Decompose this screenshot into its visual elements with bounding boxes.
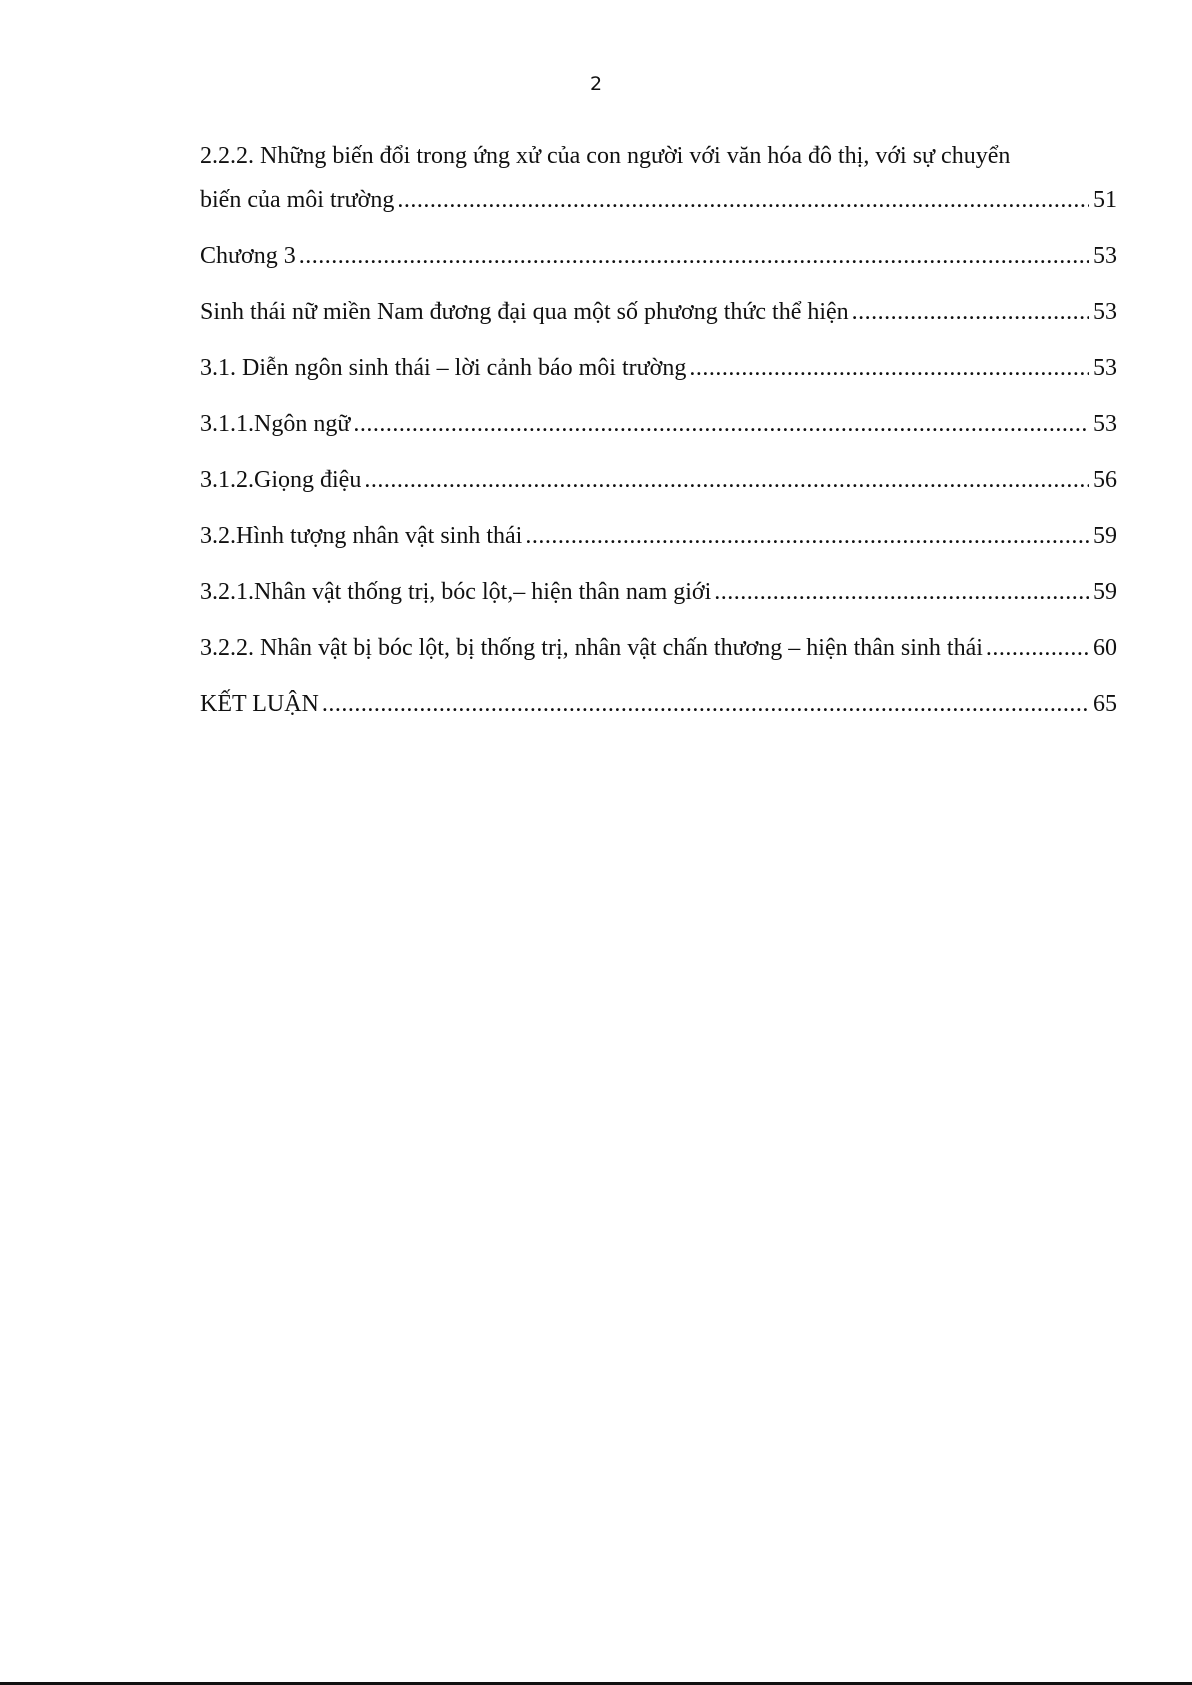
toc-page-number: 53 [1093,243,1117,269]
toc-page-number: 65 [1093,691,1117,717]
toc-entry-text: 3.1.1.Ngôn ngữ [200,411,351,437]
dot-leader [364,464,1089,496]
toc-page-number: 56 [1093,467,1117,493]
toc-entry-text: 3.2.2. Nhân vật bị bóc lột, bị thống trị, nhân vật chấn thương – hiện thân sinh thái [200,635,983,661]
page-number: 2 [589,73,603,95]
toc-page-number: 51 [1093,187,1117,213]
toc-entry-2-2-2[interactable] [200,140,1117,216]
toc-entry-3-2-1[interactable] [200,576,1117,608]
toc-page-number: 53 [1093,299,1117,325]
toc-entry-3-2[interactable] [200,520,1117,552]
toc-page-number: 53 [1093,411,1117,437]
toc-entry-3-1-1[interactable] [200,408,1117,440]
dot-leader [525,520,1089,552]
toc-entry-text: 3.2.1.Nhân vật thống trị, bóc lột,– hiện thân nam giới [200,579,712,605]
table-of-contents [200,140,1117,744]
toc-entry-3-1[interactable] [200,352,1117,384]
dot-leader [986,632,1089,664]
toc-entry-chapter-3-title[interactable] [200,296,1117,328]
dot-leader [714,576,1089,608]
dot-leader [353,408,1089,440]
toc-entry-chapter-3[interactable] [200,240,1117,272]
toc-entry-text: KẾT LUẬN [200,691,319,717]
toc-entry-text: 2.2.2. Những biến đổi trong ứng xử của con người với văn hóa đô thị, với sự chuyển [200,143,1011,169]
toc-entry-text: 3.1. Diễn ngôn sinh thái – lời cảnh báo môi trường [200,355,687,381]
toc-entry-text: 3.2.Hình tượng nhân vật sinh thái [200,523,523,549]
dot-leader [852,296,1089,328]
dot-leader [397,184,1089,216]
dot-leader [689,352,1089,384]
toc-entry-3-1-2[interactable] [200,464,1117,496]
toc-entry-3-2-2[interactable] [200,632,1117,664]
toc-entry-text: biến của môi trường [200,187,395,213]
toc-entry-text: 3.1.2.Giọng điệu [200,467,362,493]
toc-page-number: 53 [1093,355,1117,381]
dot-leader [299,240,1089,272]
toc-entry-conclusion[interactable] [200,688,1117,720]
dot-leader [322,688,1089,720]
toc-entry-text: Sinh thái nữ miền Nam đương đại qua một số phương thức thể hiện [200,299,849,325]
toc-page-number: 60 [1093,635,1117,661]
toc-page-number: 59 [1093,523,1117,549]
toc-page-number: 59 [1093,579,1117,605]
toc-entry-text: Chương 3 [200,243,296,269]
